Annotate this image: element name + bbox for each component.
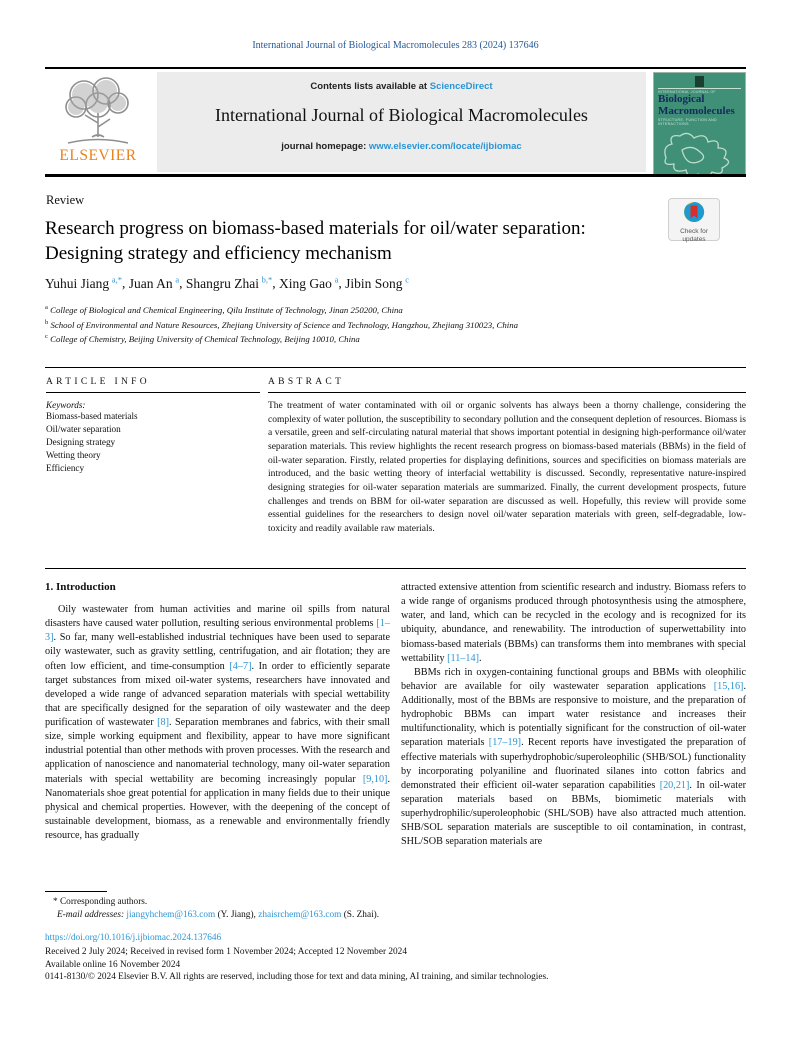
footnote-rule xyxy=(45,891,107,892)
abstract-rule xyxy=(268,392,746,393)
author[interactable]: Shangru Zhai $^{b,*}$ xyxy=(185,274,273,291)
contents-list-line xyxy=(157,81,646,92)
check-updates-label xyxy=(669,228,719,244)
check-updates-icon xyxy=(683,201,705,223)
journal-cover-thumbnail[interactable] xyxy=(653,72,746,176)
inline-citation-link[interactable]: [4–7] xyxy=(229,660,252,672)
contents-prefix: Contents lists available at xyxy=(310,81,430,92)
author[interactable]: Xing Gao $^a$ xyxy=(279,274,339,291)
body-column-left xyxy=(45,603,390,843)
doi-link[interactable]: https://doi.org/10.1016/j.ijbiomac.2024.137646 xyxy=(45,933,222,943)
copyright-line: 0141-8130/© 2024 Elsevier B.V. All rights are reserved, including those for text and data mining, AI training, and similar technologies. xyxy=(45,972,549,982)
affiliation-b: $^b$ School of Environmental and Nature Resources, Zhejiang University of Science and Technology, Hangzhou, Zhejiang 310023, China xyxy=(45,318,519,330)
affiliation-list xyxy=(45,303,725,347)
check-updates-line1: Check for xyxy=(680,228,708,235)
cover-series-line: INTERNATIONAL JOURNAL OF xyxy=(658,88,741,94)
section-heading-introduction: 1. Introduction xyxy=(45,581,116,593)
inline-citation-link[interactable]: [11–14] xyxy=(447,652,480,664)
inline-citation-link[interactable]: [9,10] xyxy=(362,773,388,785)
header-top-rule xyxy=(45,67,746,69)
inline-citation-link[interactable]: [8] xyxy=(157,717,170,728)
abstract-heading: ABSTRACT xyxy=(268,377,345,387)
elsevier-logo[interactable] xyxy=(45,73,151,172)
check-updates-line2: updates xyxy=(682,236,706,244)
abstract-text: The treatment of water contaminated with oil or organic solvents has always been a thorny challenge, considering the complexity of water pollution, the susceptibility to secondary pollution and the consequent depletion of resources. Biomass is a versatile, green and self-circulating natural material that shows important potential in designing high-performance oil/water separation materials. This review highlights the recent research progress on biomass-based materials (BBMs) in the field of oil-water separation. Firstly, related properties for displaying definitions, sources and specificities on biomass materials are introduced, and the basic wetting theory of interfacial wettability is discussed. Secondly, representative nature-inspired designing strategies for oil-water separation materials are summarized. Finally, the current development prospects, future challenges and trends on BBM for oil-water separation are discussed as well. Hopefully, this review will provide some essential guidelines for the researchers to design novel oil/water separation materials with green, self-degradable, low-toxicity and readily available raw materials. xyxy=(268,401,746,535)
affiliation-a: $^a$ College of Biological and Chemical Engineering, Qilu Institute of Technology, Jinan 250200, China xyxy=(45,304,403,315)
author[interactable]: Juan An $^a$ xyxy=(128,274,180,291)
affiliation-c: $^c$ College of Chemistry, Beijing University of Chemical Technology, Beijing 10010, China xyxy=(45,333,360,345)
sciencedirect-link[interactable]: ScienceDirect xyxy=(429,81,493,92)
elsevier-wordmark: ELSEVIER xyxy=(59,147,137,164)
check-for-updates-badge[interactable] xyxy=(668,198,720,244)
article-info-heading: ARTICLE INFO xyxy=(46,377,150,387)
cover-title-line2: Macromolecules xyxy=(658,104,735,117)
inline-citation-link[interactable]: jiangyhchem@163.com xyxy=(126,910,216,920)
abstract-bottom-rule xyxy=(45,568,746,569)
header-bottom-rule xyxy=(45,174,746,177)
cover-emblem-icon xyxy=(695,76,704,87)
author[interactable]: Yuhui Jiang $^{a,*}$ xyxy=(45,274,122,291)
keyword: Oil/water separation xyxy=(46,424,121,435)
journal-homepage-line xyxy=(157,141,646,152)
received-dates-line: Received 2 July 2024; Received in revised form 1 November 2024; Accepted 12 November 2024 xyxy=(45,947,407,957)
article-type-label: Review xyxy=(46,193,85,207)
abstract-top-rule xyxy=(45,367,746,368)
inline-citation-link[interactable]: zhaisrchem@163.com xyxy=(258,910,342,920)
body-paragraph: Oily wastewater from human activities and marine oil spills from natural disasters have caused water pollution, resulting serious environmental problems [1–3]. So far, many well-established industrial techniques have been used to separate oily wastewater, such as gravity settling, centrifugation, and air flotation; they are often low efficient, and time-consumption [4–7]. In order to efficiently separate target substances from mixed oil-water systems, researchers have innovated and developed a wide range of advanced separation materials with special wettability that are specifically designed for the separation of oily wastewater and the deep purification of wastewater [8]. Separation membranes and fabrics, with their small size, simple working equipment and flexibility, appear to have more significant industrial potential than other methods with proven processes. With the research and application of nanoscience and nanomaterial technology, many oil-water separation materials with special wettability are becoming increasingly popular [9,10]. Nanomaterials shoe great potential for application in many fields due to their unique physical and chemical properties. However, with the deepening of the concept of sustainable development, biomass, as a renewable and environmentally friendly resource, has gradually xyxy=(45,604,390,841)
keyword: Designing strategy xyxy=(46,437,116,448)
abstract-section xyxy=(268,377,746,537)
inline-citation-link[interactable]: [1–3] xyxy=(45,618,390,644)
journal-homepage-link[interactable]: www.elsevier.com/locate/ijbiomac xyxy=(368,141,522,152)
keyword: Biomass-based materials xyxy=(46,411,138,421)
cover-title-line1: Biological xyxy=(658,93,705,105)
journal-header-box xyxy=(157,72,646,172)
corresponding-author-note: * Corresponding authors. xyxy=(53,897,148,907)
journal-citation-link[interactable]: International Journal of Biological Macromolecules 283 (2024) 137646 xyxy=(252,40,539,51)
inline-citation-link[interactable]: [15,16] xyxy=(713,680,744,692)
cover-subtitle: STRUCTURE, FUNCTION AND INTERACTIONS xyxy=(658,118,717,127)
email-addresses-line xyxy=(57,910,379,920)
inline-citation-link[interactable]: [17–19] xyxy=(488,737,522,749)
cover-molecule-illustration xyxy=(658,128,738,176)
body-column-right xyxy=(401,581,746,849)
keyword: Efficiency xyxy=(46,463,85,474)
article-info-rule xyxy=(46,392,260,393)
author[interactable]: Jibin Song $^c$ xyxy=(345,274,410,291)
body-paragraph: attracted extensive attention from scientific research and industry. Biomass refers to a wide range of organisms produced through photosynthesis using the atmosphere, water, and land, which can be recycled in the ecology and is recognized for its ubiquity, abundance, and renewability. The introduction of superwettability into biomass-based materials (BBMs) can transforms them into membranes with special wettability [11–14]. xyxy=(401,582,746,664)
journal-title: International Journal of Biological Macromolecules xyxy=(215,105,588,125)
email-label: E-mail addresses: xyxy=(57,910,125,920)
article-info-section xyxy=(46,377,260,475)
inline-citation-link[interactable]: [20,21] xyxy=(659,779,690,791)
email-links: jiangyhchem@163.com (Y. Jiang), zhaisrchem@163.com (S. Zhai). xyxy=(126,910,380,920)
author-list: Yuhui Jiang $^{a,*}$, Juan An $^a$, Shangru Zhai $^{b,*}$, Xing Gao $^a$, Jibin Song $^c$ xyxy=(45,274,410,291)
article-title: Research progress on biomass-based materials for oil/water separation: Designing strategy and efficiency mechanism xyxy=(45,218,586,265)
keyword: Wetting theory xyxy=(46,450,101,461)
available-online-line: Available online 16 November 2024 xyxy=(45,960,181,970)
homepage-prefix: journal homepage: xyxy=(281,141,369,152)
body-paragraph: BBMs rich in oxygen-containing functional groups and BBMs with oleophilic behavior are available for oily wastewater separation applications [15,16]. Additionally, most of the BBMs are responsive to moisture, and the preparation of hydrophobic BBMs can impart water resistance and increases their multifunctionality, which is potentially significant for the construction of oil-water separation materials [17–19]. Recent reports have investigated the preparation of effective materials with superhydrophobic/superoleophilic (SHB/SOL) functionality by incorporating polyaniline and fluorinated silanes into cotton fabrics and demonstrated their efficient oil-water separation capabilities [20,21]. In oil-water separation materials based on BBMs, biomimetic materials with superhydrophilic/superoleophobic (SHL/SOB) have also attracted much attention. SHB/SOL separation materials are susceptible to oil contamination, in contrast, SHL/SOB separation materials are xyxy=(401,666,746,848)
keywords-label: Keywords: xyxy=(46,400,86,410)
elsevier-tree-icon xyxy=(54,73,142,149)
